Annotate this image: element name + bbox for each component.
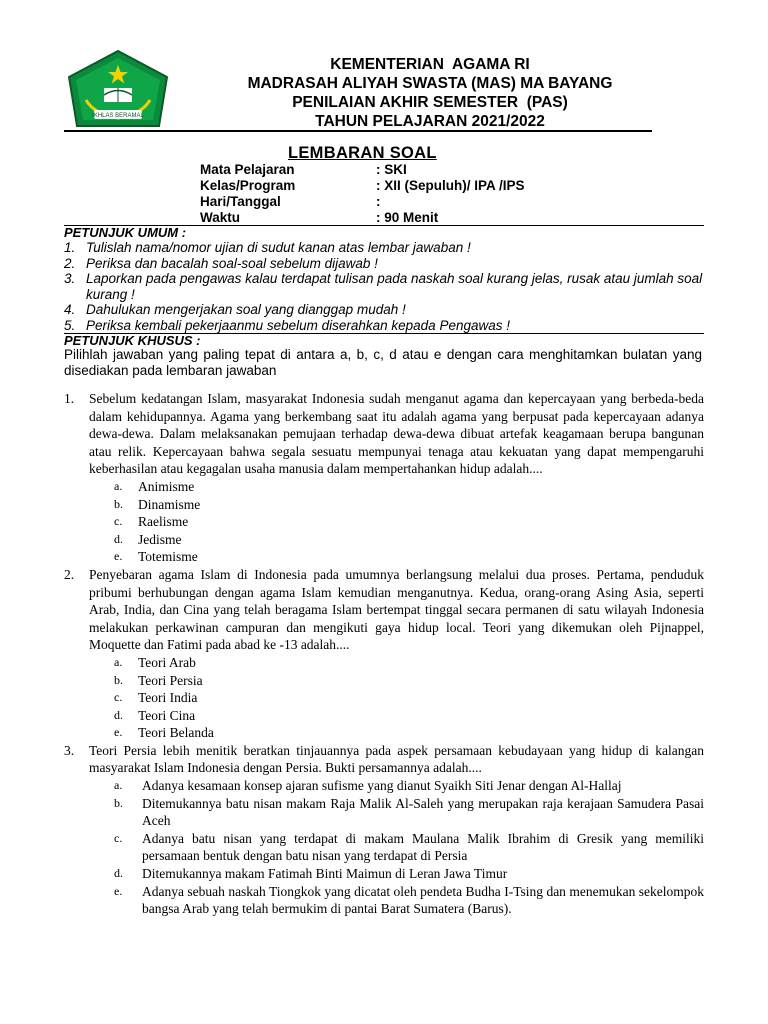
option-text: Adanya batu nisan yang terdapat di makam Maulana Malik Ibrahim di Gresik yang memiliki persamaan bentuk dengan batu nisan yang terdapat di Persia: [142, 830, 704, 864]
item-text: Periksa kembali pekerjaanmu sebelum diserahkan kepada Pengawas !: [86, 317, 510, 333]
option-letter: a.: [114, 478, 123, 493]
option-d: [114, 865, 704, 883]
option-e: [114, 548, 704, 566]
item-text: Laporkan pada pengawas kalau terdapat tulisan pada naskah soal kurang jelas, rusak atau jumlah soal kurang !: [86, 271, 703, 302]
specific-instructions-heading: PETUNJUK KHUSUS :: [64, 333, 201, 348]
question-1: [64, 390, 704, 478]
question-3: [64, 742, 704, 777]
header-exam: PENILAIAN AKHIR SEMESTER (PAS): [292, 94, 568, 111]
question-number: 1.: [64, 391, 75, 406]
option-letter: d.: [114, 866, 123, 881]
item-number: 5.: [64, 317, 76, 333]
option-letter: d.: [114, 707, 123, 722]
info-row-date: [200, 194, 525, 210]
document-title: LEMBARAN SOAL: [288, 144, 437, 162]
option-letter: b.: [114, 672, 123, 687]
item-number: 1.: [64, 240, 76, 255]
answer-options: [114, 777, 704, 918]
option-c: [114, 689, 704, 707]
option-text: Teori Arab: [138, 654, 196, 670]
option-text: Raelisme: [138, 514, 189, 530]
option-letter: a.: [114, 778, 123, 793]
info-label: Kelas/Program: [200, 178, 296, 193]
header-year: TAHUN PELAJARAN 2021/2022: [315, 113, 545, 130]
exam-info: [200, 162, 525, 226]
list-item: [64, 240, 704, 256]
option-e: [114, 883, 704, 918]
question-text: Teori Persia lebih menitik beratkan tinjauannya pada aspek persamaan kebudayaan yang hidup di kalangan masyarakat Islam Indonesia dengan Persia. Bukti persamannya adalah....: [89, 742, 704, 776]
info-value: : XII (Sepuluh)/ IPA /IPS: [376, 178, 525, 193]
item-number: 3.: [64, 271, 76, 286]
option-text: Totemisme: [138, 549, 198, 565]
letterhead: [190, 55, 670, 131]
option-text: Animisme: [138, 478, 195, 494]
option-text: Teori Belanda: [138, 725, 214, 741]
option-c: [114, 830, 704, 865]
question-2: [64, 566, 704, 654]
info-row-class: [200, 178, 525, 194]
answer-options: [114, 654, 704, 742]
header-school: MADRASAH ALIYAH SWASTA (MAS) MA BAYANG: [247, 75, 613, 92]
option-letter: e.: [114, 549, 123, 564]
option-a: [114, 478, 704, 496]
option-letter: c.: [114, 830, 123, 845]
question-list: [64, 390, 704, 918]
info-value: : 90 Menit: [376, 210, 439, 225]
option-letter: a.: [114, 654, 123, 669]
general-instructions-heading: PETUNJUK UMUM :: [64, 225, 187, 240]
option-text: Teori Cina: [138, 707, 196, 723]
option-text: Ditemukannya makam Fatimah Binti Maimun di Leran Jawa Timur: [142, 866, 508, 882]
question-number: 3.: [64, 742, 75, 758]
option-text: Adanya kesamaan konsep ajaran sufisme yang dianut Syaikh Siti Jenar dengan Al-Hallaj: [142, 778, 622, 794]
info-row-time: [200, 210, 525, 226]
specific-instructions-text: Pilihlah jawaban yang paling tepat di antara a, b, c, d atau e dengan cara menghitamkan bulatan yang disediakan pada lembaran jawaban: [64, 347, 702, 378]
item-number: 4.: [64, 302, 76, 317]
option-letter: b.: [114, 795, 123, 810]
option-letter: d.: [114, 531, 123, 546]
list-item: [64, 271, 704, 302]
general-instructions-list: [64, 240, 704, 333]
answer-options: [114, 478, 704, 566]
logo-motto: IKHLAS BERAMAL: [92, 113, 144, 119]
ministry-logo: [64, 48, 172, 138]
question-number: 2.: [64, 566, 75, 582]
option-b: [114, 672, 704, 690]
option-b: [114, 795, 704, 830]
option-letter: e.: [114, 725, 123, 740]
info-row-subject: [200, 162, 525, 178]
header-divider: [64, 130, 652, 132]
option-letter: c.: [114, 690, 123, 705]
option-letter: b.: [114, 496, 123, 511]
option-e: [114, 724, 704, 742]
option-b: [114, 496, 704, 514]
option-c: [114, 513, 704, 531]
info-value: : SKI: [376, 162, 407, 177]
option-a: [114, 654, 704, 672]
option-text: Ditemukannya batu nisan makam Raja Malik Al-Saleh yang merupakan raja kerajaan Samudera Pasai Aceh: [142, 795, 704, 829]
item-text: Periksa dan bacalah soal-soal sebelum dijawab !: [86, 255, 378, 271]
question-text: Sebelum kedatangan Islam, masyarakat Indonesia sudah menganut agama dan kepercayaan yang berbeda-beda dalam kehidupannya. Agama yang berkembang saat itu adalah agama yang berpusat pada kepercayaan adanya dewa-dewa. Dalam melaksanakan pemujaan terhadap dewa-dewa dibuat artefak keagamaan berupa bangunan atau relik. Kepercayaan bahwa segala sesuatu mempunyai tenaga atau kekuatan yang dapat mempengaruhi keberhasilan atau kegagalan usaha manusia dalam mempertahankan hidup adalah....: [89, 391, 704, 477]
list-item: [64, 302, 704, 318]
list-item: [64, 256, 704, 272]
info-label: Hari/Tanggal: [200, 194, 281, 209]
option-text: Teori Persia: [138, 672, 203, 688]
option-letter: c.: [114, 514, 123, 529]
list-item: [64, 318, 704, 334]
option-letter: e.: [114, 883, 123, 898]
option-text: Teori India: [138, 690, 198, 706]
option-d: [114, 707, 704, 725]
item-text: Tulislah nama/nomor ujian di sudut kanan atas lembar jawaban !: [86, 240, 471, 255]
question-text: Penyebaran agama Islam di Indonesia pada umumnya berlangsung melalui dua proses. Pertama, penduduk pribumi berhubungan dengan agama Islam kemudian menganutnya. Kedua, orang-orang Asing Asia, seperti Arab, India, dan Cina yang telah beragama Islam bertempat tinggal secara permanen di satu wilayah Indonesia melakukan perkawinan campuran dan mengikuti gaya hidup local. Teori yang dikemukan oleh Pijnappel, Moquette dan Fatimi pada abad ke -13 adalah....: [89, 566, 704, 653]
option-a: [114, 777, 704, 795]
info-label: Mata Pelajaran: [200, 162, 295, 177]
option-text: Adanya sebuah naskah Tiongkok yang dicatat oleh pendeta Budha I-Tsing dan menemukan sekelompok bangsa Arab yang telah bermukim di pantai Barat Sumatera (Barus).: [142, 883, 704, 917]
item-number: 2.: [64, 255, 76, 271]
option-text: Jedisme: [138, 531, 182, 547]
info-value: :: [376, 194, 381, 209]
info-label: Waktu: [200, 210, 240, 225]
item-text: Dahulukan mengerjakan soal yang dianggap mudah !: [86, 302, 406, 317]
header-ministry: KEMENTERIAN AGAMA RI: [330, 56, 530, 73]
option-text: Dinamisme: [138, 496, 201, 512]
option-d: [114, 531, 704, 549]
